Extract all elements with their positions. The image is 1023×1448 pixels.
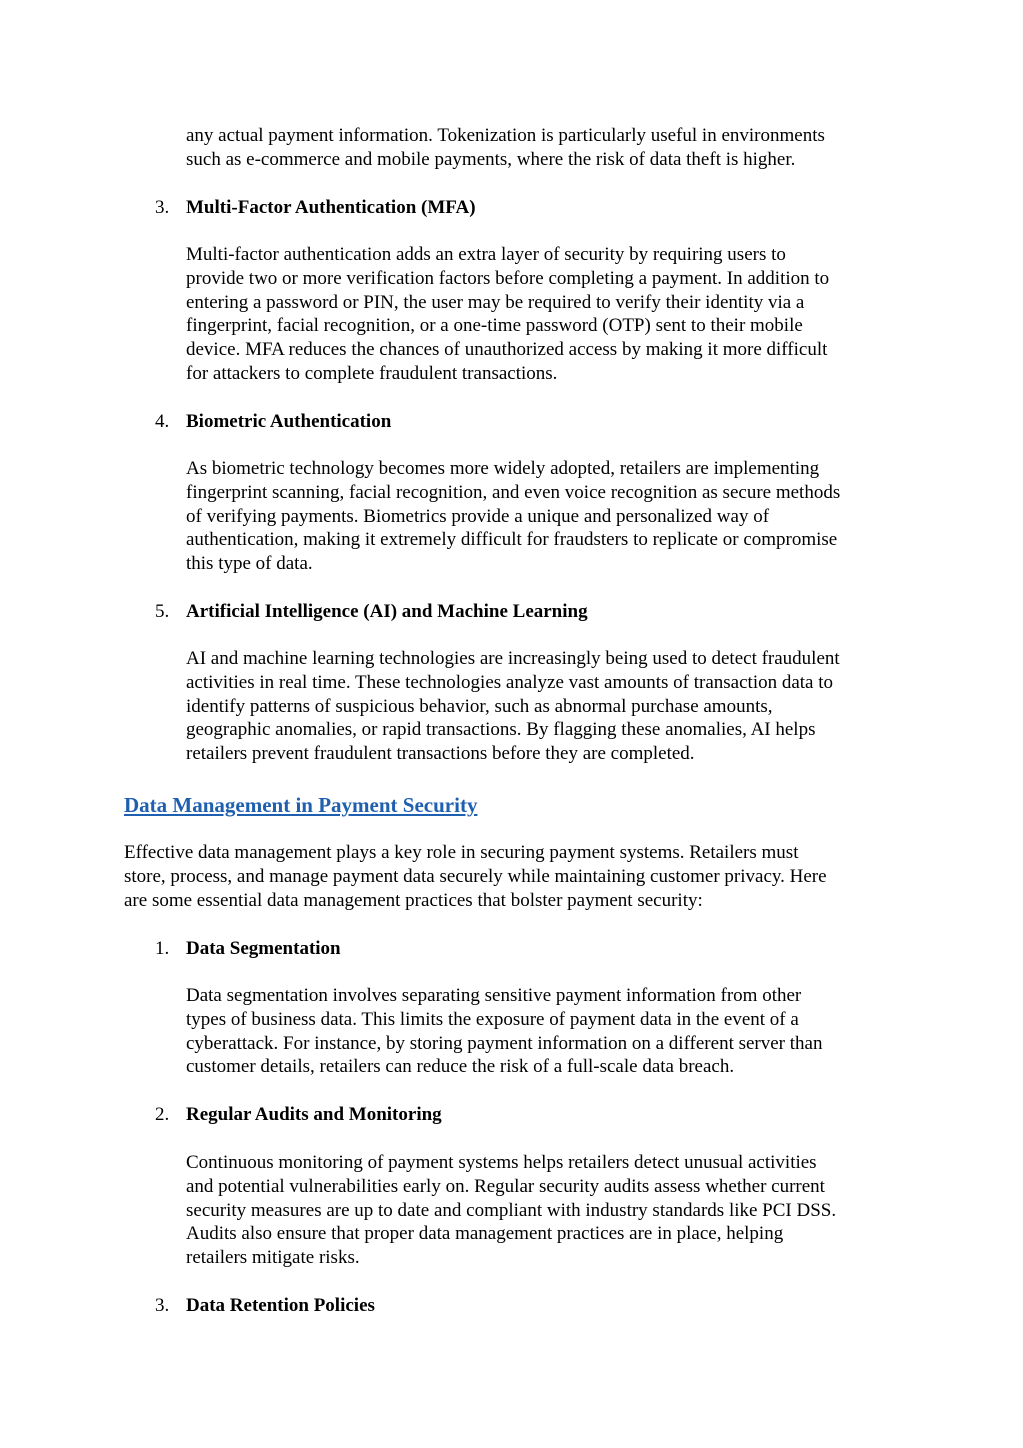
list-item-title: Multi-Factor Authentication (MFA): [186, 197, 476, 218]
list-item-body: As biometric technology becomes more widely adopted, retailers are implementing fingerprint scanning, facial recognition, and even voice recognition as secure methods of verifying payments. Biometrics provide a unique and personalized way of authentication, making it extremely difficult for fraudsters to replicate or compromise this type of data.: [186, 458, 841, 575]
list-item-title: Regular Audits and Monitoring: [186, 1104, 442, 1125]
list-item-number: 3.: [155, 197, 170, 218]
list-item-title: Biometric Authentication: [186, 411, 392, 432]
list-item-number: 5.: [155, 601, 170, 622]
list-item-title: Data Segmentation: [186, 938, 341, 959]
list-item-body: Data segmentation involves separating sensitive payment information from other types of business data. This limits the exposure of payment data in the event of a cyberattack. For instance, by storing payment information on a different server than customer details, retailers can reduce the risk of a full-scale data breach.: [186, 985, 823, 1078]
list-item-number: 2.: [155, 1104, 170, 1125]
list-item-title: Data Retention Policies: [186, 1295, 375, 1316]
list-item-number: 1.: [155, 938, 170, 959]
section-heading-link[interactable]: Data Management in Payment Security: [124, 793, 478, 817]
list-item-body: Multi-factor authentication adds an extra layer of security by requiring users to provide two or more verification factors before completing a payment. In addition to entering a password or PIN, the user may be required to verify their identity via a fingerprint, facial recognition, or a one-time password (OTP) sent to their mobile device. MFA reduces the chances of unauthorized access by making it more difficult for attackers to complete fraudulent transactions.: [186, 244, 830, 384]
continuation-paragraph: any actual payment information. Tokenization is particularly useful in environments such as e-commerce and mobile payments, where the risk of data theft is higher.: [186, 125, 825, 170]
list-item-number: 3.: [155, 1295, 170, 1316]
list-item-body: Continuous monitoring of payment systems helps retailers detect unusual activities and potential vulnerabilities early on. Regular security audits assess whether current security measures are up to date and compliant with industry standards like PCI DSS. Audits also ensure that proper data management practices are in place, helping retailers mitigate risks.: [186, 1152, 837, 1269]
list-item-title: Artificial Intelligence (AI) and Machine Learning: [186, 601, 588, 622]
list-item-body: AI and machine learning technologies are increasingly being used to detect fraudulent activities in real time. These technologies analyze vast amounts of transaction data to identify patterns of suspicious behavior, such as abnormal purchase amounts, geographic anomalies, or rapid transactions. By flagging these anomalies, AI helps retailers prevent fraudulent transactions before they are completed.: [186, 648, 840, 765]
section-intro-paragraph: Effective data management plays a key role in securing payment systems. Retailers must store, process, and manage payment data securely while maintaining customer privacy. Here are some essential data management practices that bolster payment security:: [124, 842, 827, 911]
list-item-number: 4.: [155, 411, 170, 432]
